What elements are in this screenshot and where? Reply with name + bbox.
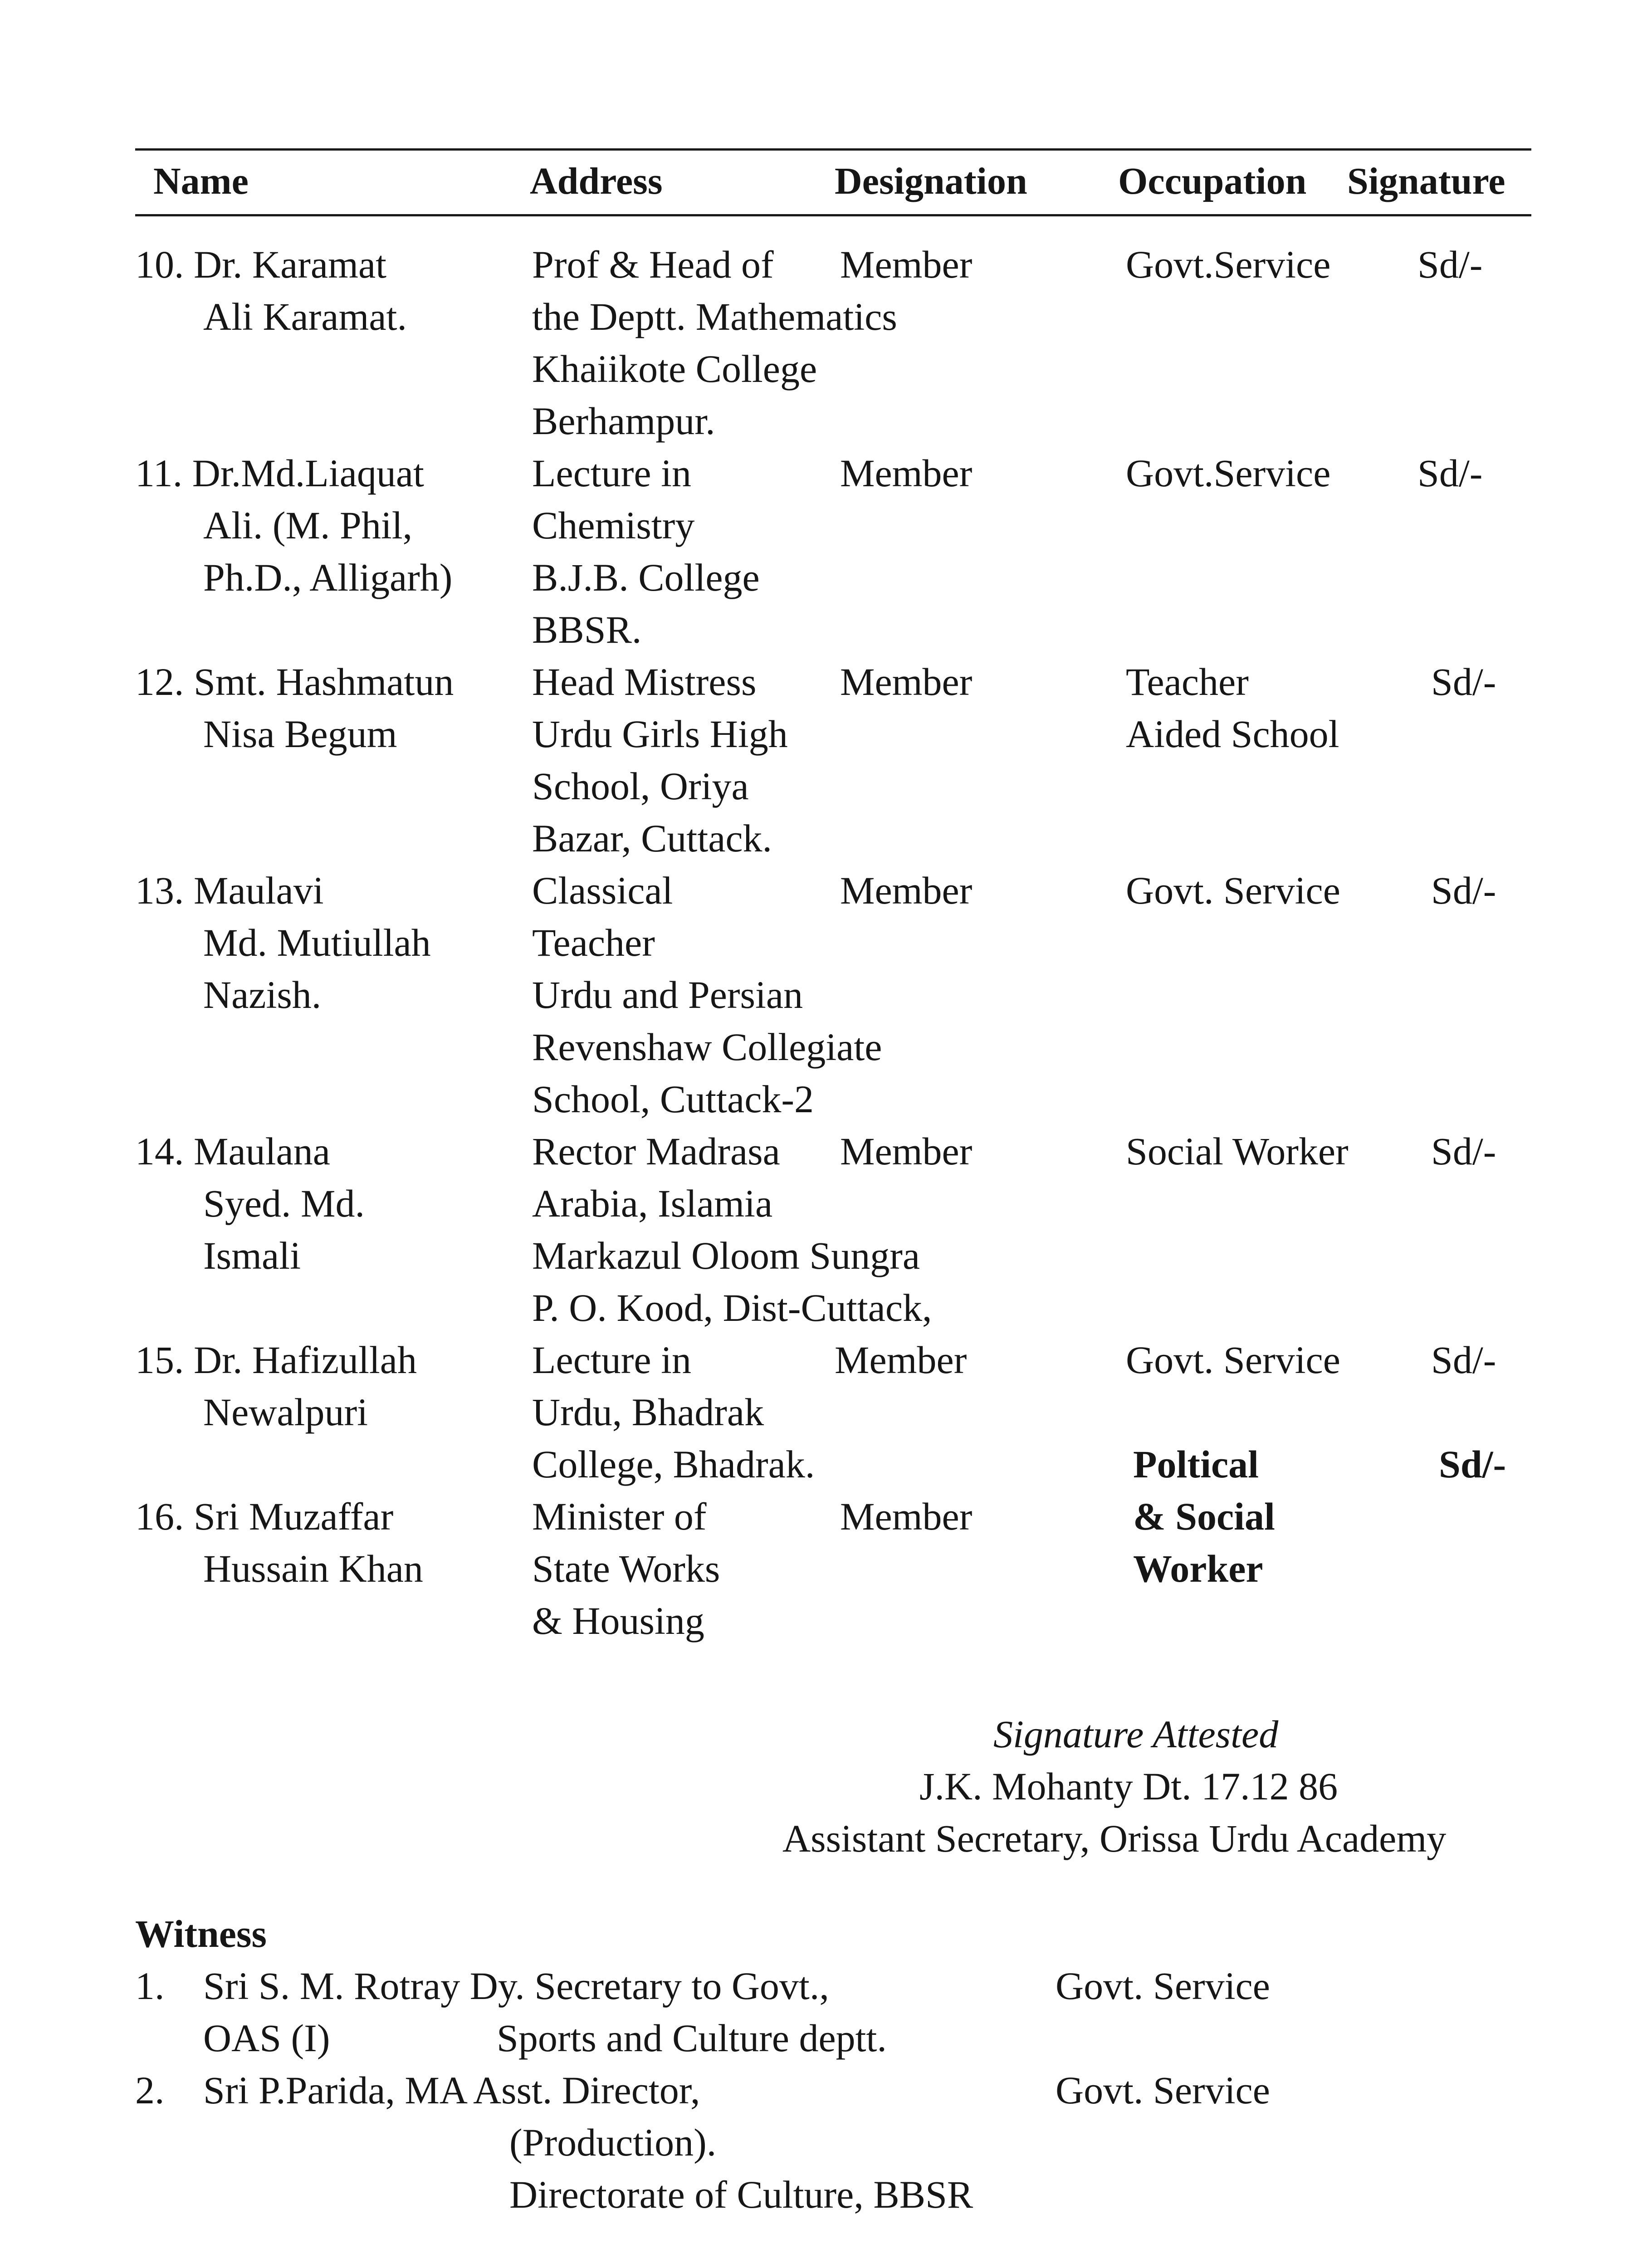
row-name-line: Md. Mutiullah [203, 921, 431, 964]
row-name-line: 15. Dr. Hafizullah [135, 1338, 417, 1382]
witness-number: 2. [135, 2068, 165, 2112]
row-designation: Member [840, 451, 973, 495]
row-occupation: Govt. Service [1126, 869, 1340, 912]
row-signature: Sd/- [1431, 1338, 1496, 1382]
attestation-line: Assistant Secretary, Orissa Urdu Academy [782, 1817, 1447, 1860]
row-address-line: School, Oriya [532, 764, 749, 808]
witness-heading: Witness [135, 1912, 267, 1955]
row-address-line: Urdu Girls High [532, 712, 788, 756]
attestation-title: Signature Attested [993, 1712, 1279, 1756]
row-name-line: Newalpuri [203, 1390, 368, 1434]
row-name-line: 12. Smt. Hashmatun [135, 660, 454, 704]
row-signature: Sd/- [1431, 660, 1496, 704]
row-address-line: Arabia, Islamia [532, 1182, 773, 1225]
row-occupation: Aided School [1126, 712, 1339, 756]
row-name-line: 16. Sri Muzaffar [135, 1495, 394, 1538]
row-address-line: Teacher [532, 921, 655, 964]
witness-number: 1. [135, 1964, 165, 2008]
table-top-rule [135, 148, 1531, 151]
header-designation: Designation [835, 160, 1027, 202]
row-designation: Member [840, 1129, 973, 1173]
row-name-line: 14. Maulana [135, 1129, 330, 1173]
row-designation: Member [835, 1338, 967, 1382]
row-designation: Member [840, 243, 973, 286]
row-address-line: Minister of [532, 1495, 707, 1538]
row-address-line: BBSR. [532, 608, 642, 651]
witness-sub-left: OAS (I) [203, 2016, 330, 2060]
witness-name-line: Sri S. M. Rotray Dy. Secretary to Govt., [203, 1964, 829, 2008]
row-address-line: School, Cuttack-2 [532, 1077, 814, 1121]
row-signature: Sd/- [1431, 869, 1496, 912]
row-address-line: Urdu, Bhadrak [532, 1390, 764, 1434]
row-name-line: 13. Maulavi [135, 869, 324, 912]
row-occupation: Social Worker [1126, 1129, 1349, 1173]
row-occupation: Worker [1133, 1547, 1263, 1590]
row-designation: Member [840, 1495, 973, 1538]
row-signature: Sd/- [1417, 451, 1483, 495]
row-address-line: Revenshaw Collegiate [532, 1025, 882, 1069]
row-address-line: B.J.B. College [532, 556, 760, 599]
row-address-line: College, Bhadrak. [532, 1442, 815, 1486]
row-address-line: P. O. Kood, Dist-Cuttack, [532, 1286, 932, 1330]
row-signature: Sd/- [1417, 243, 1483, 286]
header-address: Address [530, 160, 663, 202]
row-address-line: State Works [532, 1547, 720, 1590]
witness-occupation: Govt. Service [1056, 1964, 1270, 2008]
witness-extra-line: (Production). [509, 2121, 717, 2164]
row-occupation: Govt.Service [1126, 243, 1331, 286]
row-signature: Sd/- [1439, 1442, 1506, 1486]
row-name-line: Nisa Begum [203, 712, 397, 756]
row-address-line: & Housing [532, 1599, 704, 1642]
row-address-line: Lecture in [532, 451, 691, 495]
witness-name-line: Sri P.Parida, MA Asst. Director, [203, 2068, 700, 2112]
row-name-line: 10. Dr. Karamat [135, 243, 387, 286]
witness-occupation: Govt. Service [1056, 2068, 1270, 2112]
row-address-line: Rector Madrasa [532, 1129, 780, 1173]
row-address-line: Head Mistress [532, 660, 757, 704]
row-designation: Member [840, 660, 973, 704]
row-address-line: Prof & Head of [532, 243, 774, 286]
row-address-line: Classical [532, 869, 673, 912]
row-address-line: Chemistry [532, 503, 695, 547]
row-address-line: Lecture in [532, 1338, 691, 1382]
header-occupation: Occupation [1118, 160, 1307, 202]
row-address-line: Urdu and Persian [532, 973, 803, 1017]
row-address-line: Markazul Oloom Sungra [532, 1234, 920, 1277]
row-name-line: Ali Karamat. [203, 295, 407, 338]
row-designation: Member [840, 869, 973, 912]
row-address-line: Khaiikote College [532, 347, 817, 391]
row-occupation: & Social [1133, 1495, 1275, 1538]
row-name-line: Ph.D., Alligarh) [203, 556, 453, 599]
row-address-line: the Deptt. Mathematics [532, 295, 897, 338]
row-name-line: Ali. (M. Phil, [203, 503, 413, 547]
row-signature: Sd/- [1431, 1129, 1496, 1173]
row-name-line: 11. Dr.Md.Liaquat [135, 451, 424, 495]
row-address-line: Bazar, Cuttack. [532, 816, 772, 860]
row-name-line: Nazish. [203, 973, 322, 1017]
row-address-line: Berhampur. [532, 399, 715, 443]
row-occupation: Teacher [1126, 660, 1249, 704]
row-occupation: Govt.Service [1126, 451, 1331, 495]
header-name: Name [153, 160, 249, 202]
row-name-line: Ismali [203, 1234, 301, 1277]
row-occupation: Govt. Service [1126, 1338, 1340, 1382]
witness-extra-line: Directorate of Culture, BBSR [509, 2173, 973, 2216]
header-signature: Signature [1347, 160, 1505, 202]
attestation-line: J.K. Mohanty Dt. 17.12 86 [919, 1765, 1338, 1808]
table-bottom-rule [135, 214, 1531, 216]
row-occupation: Poltical [1133, 1442, 1259, 1486]
row-name-line: Hussain Khan [203, 1547, 423, 1590]
witness-sub-right: Sports and Culture deptt. [497, 2016, 887, 2060]
row-name-line: Syed. Md. [203, 1182, 365, 1225]
